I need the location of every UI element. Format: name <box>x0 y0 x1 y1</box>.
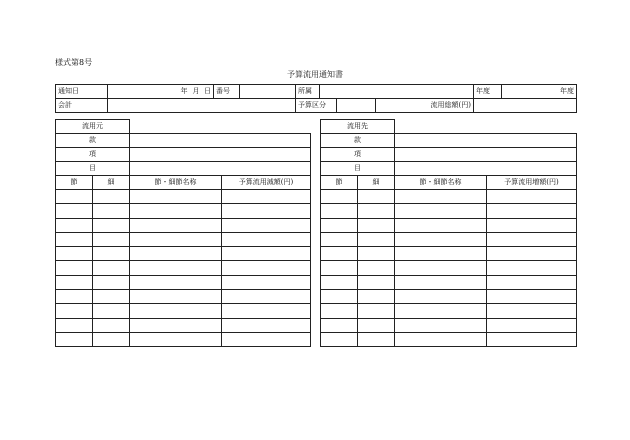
table-row <box>321 247 577 261</box>
amount-cell[interactable] <box>487 290 577 304</box>
setsu-cell[interactable] <box>321 232 358 246</box>
table-row <box>321 275 577 289</box>
table-row <box>321 190 577 204</box>
name-cell[interactable] <box>395 261 487 275</box>
dest-col-sai: 細 <box>358 176 395 190</box>
name-cell[interactable] <box>395 218 487 232</box>
sai-cell[interactable] <box>358 232 395 246</box>
table-row <box>56 190 311 204</box>
amount-cell[interactable] <box>487 232 577 246</box>
table-row <box>56 204 311 218</box>
amount-cell[interactable] <box>487 204 577 218</box>
name-cell[interactable] <box>395 247 487 261</box>
dest-kan-field[interactable] <box>395 134 577 148</box>
setsu-cell[interactable] <box>321 290 358 304</box>
dest-moku-field[interactable] <box>395 162 577 176</box>
amount-cell[interactable] <box>222 290 311 304</box>
table-row <box>56 232 311 246</box>
transfer-total-label: 流用総額(円) <box>430 101 471 109</box>
setsu-cell[interactable] <box>56 232 93 246</box>
sai-cell[interactable] <box>358 218 395 232</box>
name-cell[interactable] <box>395 332 487 346</box>
source-kan-label: 款 <box>56 134 130 148</box>
amount-cell[interactable] <box>222 232 311 246</box>
number-label: 番号 <box>214 85 240 99</box>
amount-cell[interactable] <box>487 247 577 261</box>
dest-moku-label: 目 <box>321 162 395 176</box>
name-cell[interactable] <box>130 218 222 232</box>
destination-table <box>320 119 577 347</box>
notice-year-field[interactable] <box>108 85 169 99</box>
source-kan-field[interactable] <box>130 134 311 148</box>
name-cell[interactable] <box>130 304 222 318</box>
name-cell[interactable] <box>395 304 487 318</box>
sai-cell[interactable] <box>358 275 395 289</box>
dest-kan-label: 款 <box>321 134 395 148</box>
department-label: 所属 <box>296 85 320 99</box>
amount-cell[interactable] <box>487 304 577 318</box>
name-cell[interactable] <box>395 232 487 246</box>
table-row <box>56 247 311 261</box>
name-cell[interactable] <box>130 290 222 304</box>
amount-cell[interactable] <box>222 218 311 232</box>
source-col-setsu: 節 <box>56 176 93 190</box>
setsu-cell[interactable] <box>56 275 93 289</box>
source-kou-label: 項 <box>56 148 130 162</box>
table-row <box>321 232 577 246</box>
name-cell[interactable] <box>130 275 222 289</box>
table-row <box>56 218 311 232</box>
number-field[interactable] <box>240 85 296 99</box>
name-cell[interactable] <box>130 247 222 261</box>
amount-cell[interactable] <box>487 218 577 232</box>
sai-cell[interactable] <box>93 247 130 261</box>
budget-category-field[interactable] <box>337 99 375 112</box>
amount-cell[interactable] <box>222 275 311 289</box>
sai-cell[interactable] <box>358 332 395 346</box>
amount-cell[interactable] <box>222 261 311 275</box>
setsu-cell[interactable] <box>321 247 358 261</box>
name-cell[interactable] <box>130 261 222 275</box>
name-cell[interactable] <box>130 332 222 346</box>
dest-section-label: 流用先 <box>321 120 395 134</box>
source-section-label: 流用元 <box>56 120 130 134</box>
table-row <box>321 290 577 304</box>
budget-category-label: 予算区分 <box>296 99 337 112</box>
setsu-cell[interactable] <box>321 218 358 232</box>
source-col-amount: 予算流用減額(円) <box>222 176 311 190</box>
source-moku-label: 目 <box>56 162 130 176</box>
sai-cell[interactable] <box>358 204 395 218</box>
dest-kou-label: 項 <box>321 148 395 162</box>
table-row <box>56 290 311 304</box>
setsu-cell[interactable] <box>56 261 93 275</box>
setsu-cell[interactable] <box>321 261 358 275</box>
table-row <box>321 304 577 318</box>
notice-date-label: 通知日 <box>56 85 108 99</box>
table-row <box>56 332 311 346</box>
sai-cell[interactable] <box>358 304 395 318</box>
sai-cell[interactable] <box>93 332 130 346</box>
sai-cell[interactable] <box>93 261 130 275</box>
setsu-cell[interactable] <box>56 332 93 346</box>
sai-cell[interactable] <box>358 247 395 261</box>
amount-cell[interactable] <box>487 190 577 204</box>
month-char: 月 <box>190 85 202 99</box>
setsu-cell[interactable] <box>321 204 358 218</box>
sai-cell[interactable] <box>358 190 395 204</box>
amount-cell[interactable] <box>487 332 577 346</box>
amount-cell[interactable] <box>222 247 311 261</box>
table-row <box>321 332 577 346</box>
amount-cell[interactable] <box>487 318 577 332</box>
setsu-cell[interactable] <box>56 204 93 218</box>
account-field[interactable] <box>108 99 296 113</box>
amount-cell[interactable] <box>487 261 577 275</box>
sai-cell[interactable] <box>358 318 395 332</box>
name-cell[interactable] <box>395 318 487 332</box>
amount-cell[interactable] <box>222 318 311 332</box>
header-table <box>55 84 577 113</box>
amount-cell[interactable] <box>222 304 311 318</box>
setsu-cell[interactable] <box>321 304 358 318</box>
sai-cell[interactable] <box>93 232 130 246</box>
sai-cell[interactable] <box>93 204 130 218</box>
form-number: 様式第8号 <box>55 58 93 67</box>
table-row <box>56 275 311 289</box>
fiscal-year-field[interactable]: 年度 <box>502 85 577 99</box>
sai-cell[interactable] <box>93 190 130 204</box>
name-cell[interactable] <box>130 204 222 218</box>
sai-cell[interactable] <box>93 304 130 318</box>
dest-col-name: 節・細節名称 <box>395 176 487 190</box>
setsu-cell[interactable] <box>56 304 93 318</box>
table-row <box>321 261 577 275</box>
name-cell[interactable] <box>395 275 487 289</box>
department-field[interactable] <box>320 85 474 99</box>
sai-cell[interactable] <box>358 261 395 275</box>
table-row <box>321 204 577 218</box>
account-label: 会計 <box>56 99 108 113</box>
source-moku-field[interactable] <box>130 162 311 176</box>
name-cell[interactable] <box>395 204 487 218</box>
dest-col-amount: 予算流用増額(円) <box>487 176 577 190</box>
setsu-cell[interactable] <box>321 332 358 346</box>
table-row <box>56 318 311 332</box>
sai-cell[interactable] <box>93 290 130 304</box>
source-table <box>55 119 311 347</box>
table-row <box>56 304 311 318</box>
table-row <box>321 318 577 332</box>
name-cell[interactable] <box>395 290 487 304</box>
setsu-cell[interactable] <box>321 318 358 332</box>
transfer-total-field[interactable] <box>474 99 577 113</box>
amount-cell[interactable] <box>222 204 311 218</box>
setsu-cell[interactable] <box>56 247 93 261</box>
day-char: 日 <box>202 85 214 99</box>
name-cell[interactable] <box>130 318 222 332</box>
amount-cell[interactable] <box>222 332 311 346</box>
setsu-cell[interactable] <box>56 318 93 332</box>
document-title: 予算流用通知書 <box>287 70 343 79</box>
setsu-cell[interactable] <box>56 290 93 304</box>
setsu-cell[interactable] <box>321 190 358 204</box>
setsu-cell[interactable] <box>56 190 93 204</box>
name-cell[interactable] <box>395 190 487 204</box>
source-col-name: 節・細節名称 <box>130 176 222 190</box>
sai-cell[interactable] <box>358 290 395 304</box>
amount-cell[interactable] <box>487 275 577 289</box>
name-cell[interactable] <box>130 190 222 204</box>
name-cell[interactable] <box>130 232 222 246</box>
dest-kou-field[interactable] <box>395 148 577 162</box>
amount-cell[interactable] <box>222 190 311 204</box>
year-char: 年 <box>169 85 190 99</box>
setsu-cell[interactable] <box>321 275 358 289</box>
table-row <box>56 261 311 275</box>
sai-cell[interactable] <box>93 318 130 332</box>
sai-cell[interactable] <box>93 218 130 232</box>
setsu-cell[interactable] <box>56 218 93 232</box>
table-row <box>321 218 577 232</box>
dest-col-setsu: 節 <box>321 176 358 190</box>
sai-cell[interactable] <box>93 275 130 289</box>
fiscal-year-label: 年度 <box>474 85 502 99</box>
source-col-sai: 細 <box>93 176 130 190</box>
source-kou-field[interactable] <box>130 148 311 162</box>
